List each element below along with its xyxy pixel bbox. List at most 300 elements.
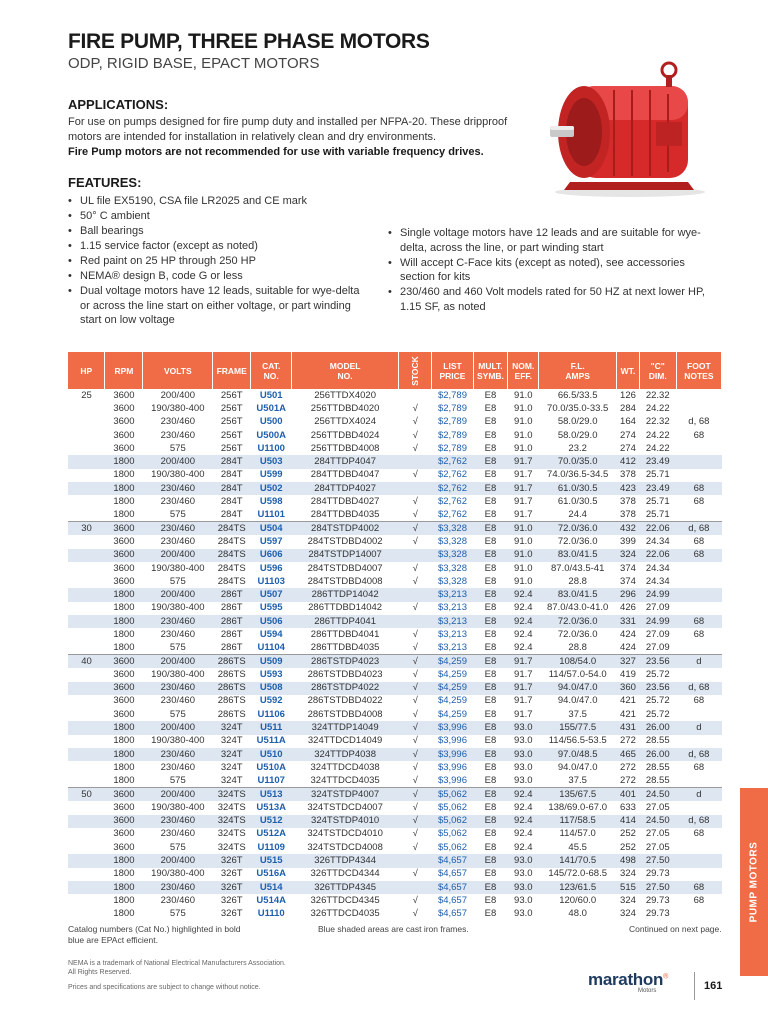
c-dim-cell: 23.49: [639, 482, 676, 495]
nom-eff-cell: 91.7: [514, 695, 533, 707]
c-dim-cell: 27.50: [639, 881, 676, 894]
stock-cell: [398, 482, 431, 495]
model-no-cell: 284TSTDP14007: [292, 549, 399, 562]
volts-cell: 230/460: [143, 815, 213, 828]
frame-cell: 324TS: [217, 828, 246, 840]
hp-cell: [68, 695, 105, 708]
col-volts: VOLTS: [143, 352, 213, 389]
model-no-cell: 256TTDX4020: [314, 389, 376, 401]
table-row: [68, 535, 722, 548]
rpm-cell: 1800: [113, 628, 135, 640]
wt-cell: 378: [620, 509, 636, 521]
nom-eff-cell: 91.7: [514, 668, 533, 680]
logo-subtext: Motors: [638, 988, 657, 994]
table-row: [68, 455, 722, 468]
nom-eff-cell: 93.0: [508, 854, 539, 867]
stock-cell: √: [412, 469, 418, 481]
nom-eff-cell: 93.0: [514, 775, 533, 786]
table-row: [68, 695, 722, 708]
c-dim-cell: 24.22: [645, 429, 670, 441]
nom-eff-cell: 91.0: [514, 442, 533, 454]
stock-cell: √: [412, 708, 418, 720]
c-dim-cell: 29.73: [645, 894, 670, 906]
list-price-cell: $4,259: [437, 708, 467, 720]
col-fl-amps: F.L. AMPS: [539, 352, 617, 389]
foot-notes-cell: 68: [693, 535, 705, 547]
volts-cell: 190/380-400: [151, 735, 205, 747]
stock-cell: √: [412, 442, 418, 454]
foot-notes-cell: [676, 801, 721, 814]
rpm-cell: 3600: [113, 668, 135, 680]
rpm-cell: 1800: [105, 854, 143, 867]
c-dim-cell: 24.22: [645, 402, 670, 414]
volts-cell: 200/400: [143, 854, 213, 867]
model-no-cell: 286TTDBD4041: [310, 628, 380, 640]
frame-cell: 324TS: [213, 788, 251, 801]
wt-cell: 284: [620, 402, 636, 414]
c-dim-cell: 26.00: [639, 721, 676, 734]
list-price-cell: $4,657: [432, 854, 473, 867]
table-row: [68, 854, 722, 867]
nom-eff-cell: 93.0: [514, 735, 533, 747]
wt-cell: 424: [620, 642, 636, 654]
c-dim-cell: 22.06: [639, 522, 676, 535]
c-dim-cell: 23.56: [639, 655, 676, 668]
stock-cell: √: [398, 655, 431, 668]
mult-symb-cell: E8: [473, 815, 508, 828]
legal-prices: Prices and specifications are subject to change without notice.: [68, 984, 261, 991]
cat-no-cell: U1103: [257, 575, 285, 587]
frame-cell: 256T: [220, 416, 243, 428]
nom-eff-cell: 92.4: [514, 602, 533, 614]
hp-cell: [68, 455, 105, 468]
cat-no-cell: U599: [259, 469, 283, 481]
list-price-cell: $3,328: [432, 522, 473, 535]
cat-no-cell: U506: [251, 615, 292, 628]
table-row: [68, 721, 722, 734]
nom-eff-cell: 91.7: [514, 469, 533, 481]
model-no-cell: 326TTDCD4035: [310, 908, 380, 920]
c-dim-cell: 24.22: [645, 442, 670, 454]
cat-no-cell: U516A: [256, 868, 286, 880]
c-dim-cell: 24.34: [645, 575, 670, 587]
rpm-cell: 3600: [113, 708, 135, 720]
foot-notes-cell: [676, 642, 721, 655]
list-price-cell: $5,062: [432, 788, 473, 801]
foot-notes-cell: 68: [676, 482, 721, 495]
stock-cell: √: [412, 402, 418, 414]
volts-cell: 230/460: [160, 695, 195, 707]
list-price-cell: $2,789: [437, 442, 467, 454]
frame-cell: 286T: [213, 588, 251, 601]
mult-symb-cell: E8: [484, 761, 497, 773]
mult-symb-cell: E8: [473, 788, 508, 801]
list-price-cell: $4,259: [432, 655, 473, 668]
stock-cell: √: [398, 788, 431, 801]
list-price-cell: $2,762: [437, 469, 467, 481]
col-wt: WT.: [617, 352, 640, 389]
model-no-cell: 324TTDCD4035: [310, 775, 380, 786]
list-price-cell: $3,996: [437, 735, 467, 747]
table-row: [68, 549, 722, 562]
model-no-cell: 286TSTDBD4022: [307, 695, 383, 707]
model-no-cell: 256TTDBD4024: [310, 429, 380, 441]
stock-cell: √: [412, 695, 418, 707]
c-dim-cell: 27.05: [645, 801, 670, 813]
nom-eff-cell: 93.0: [508, 721, 539, 734]
rpm-cell: 3600: [113, 575, 135, 587]
rpm-cell: 1800: [113, 642, 135, 654]
rpm-cell: 3600: [113, 801, 135, 813]
foot-notes-cell: 68: [676, 549, 721, 562]
cat-no-cell: U510A: [256, 761, 286, 773]
hp-cell: [68, 628, 105, 641]
rpm-cell: 1800: [105, 615, 143, 628]
col-rpm: RPM: [105, 352, 143, 389]
hp-cell: [68, 815, 105, 828]
frame-cell: 286TS: [217, 695, 246, 707]
foot-notes-cell: 68: [693, 761, 705, 773]
frame-cell: 284T: [213, 455, 251, 468]
fl-amps-cell: 83.0/41.5: [539, 549, 617, 562]
fl-amps-cell: 145/72.0-68.5: [548, 868, 607, 880]
wt-cell: 252: [620, 828, 636, 840]
cat-no-cell: U596: [259, 562, 283, 574]
frame-cell: 324TS: [213, 815, 251, 828]
mult-symb-cell: E8: [484, 509, 497, 521]
volts-cell: 200/400: [143, 455, 213, 468]
rpm-cell: 3600: [113, 535, 135, 547]
stock-cell: [398, 549, 431, 562]
frame-cell: 284TS: [217, 535, 246, 547]
stock-cell: √: [412, 775, 418, 786]
model-no-cell: 284TSTDBD4008: [307, 575, 383, 587]
volts-cell: 230/460: [160, 894, 195, 906]
list-price-cell: $4,657: [432, 881, 473, 894]
col-foot-notes: FOOT NOTES: [676, 352, 721, 389]
stock-cell: √: [412, 416, 418, 428]
volts-cell: 575: [169, 575, 186, 587]
nom-eff-cell: 91.0: [508, 549, 539, 562]
wt-cell: 431: [617, 721, 640, 734]
fl-amps-cell: 114/57.0: [559, 828, 596, 840]
nom-eff-cell: 91.7: [514, 509, 533, 521]
wt-cell: 272: [620, 735, 636, 747]
frame-cell: 284T: [220, 469, 243, 481]
stock-cell: √: [412, 429, 418, 441]
nom-eff-cell: 91.0: [508, 522, 539, 535]
stock-cell: √: [412, 735, 418, 747]
list-price-cell: $3,213: [432, 588, 473, 601]
wt-cell: 272: [620, 761, 636, 773]
rpm-cell: 1800: [105, 721, 143, 734]
wt-cell: 324: [620, 868, 636, 880]
col-c-dim: "C" DIM.: [639, 352, 676, 389]
footnote-shaded: Blue shaded areas are cast iron frames.: [318, 924, 469, 934]
rpm-cell: 3600: [105, 549, 143, 562]
volts-cell: 200/400: [143, 588, 213, 601]
table-row: [68, 908, 722, 921]
frame-cell: 256T: [220, 402, 243, 414]
nom-eff-cell: 92.4: [514, 628, 533, 640]
applications-description: For use on pumps designed for fire pump duty and installed per NFPA-20. These dripproof motors are intended for installation in relatively clean and dry environments.: [68, 116, 508, 143]
wt-cell: 374: [620, 562, 636, 574]
model-no-cell: 284TTDBD4027: [310, 496, 380, 508]
stock-cell: √: [412, 668, 418, 680]
hp-cell: 40: [68, 655, 105, 668]
model-no-cell: 256TTDX4024: [314, 416, 376, 428]
stock-cell: √: [412, 628, 418, 640]
model-no-cell: 286TTDP4041: [292, 615, 399, 628]
hp-cell: [68, 894, 105, 907]
table-row: [68, 495, 722, 508]
volts-cell: 230/460: [143, 881, 213, 894]
table-row: [68, 735, 722, 748]
fl-amps-cell: 28.8: [568, 575, 587, 587]
hp-cell: [68, 828, 105, 841]
nom-eff-cell: 92.4: [514, 828, 533, 840]
table-row: [68, 509, 722, 522]
c-dim-cell: 24.99: [639, 588, 676, 601]
list-price-cell: $4,657: [437, 868, 467, 880]
table-row: [68, 469, 722, 482]
cat-no-cell: U512A: [256, 828, 286, 840]
model-no-cell: 324TSTDP4010: [292, 815, 399, 828]
legal-rights: All Rights Reserved.: [68, 969, 132, 976]
wt-cell: 324: [620, 908, 636, 920]
foot-notes-cell: d, 68: [676, 682, 721, 695]
frame-cell: 284TS: [217, 575, 246, 587]
model-no-cell: 284TSTDBD4007: [307, 562, 383, 574]
c-dim-cell: 29.73: [645, 868, 670, 880]
cat-no-cell: U1104: [257, 642, 285, 654]
rpm-cell: 3600: [113, 402, 135, 414]
col-hp: HP: [68, 352, 105, 389]
mult-symb-cell: E8: [484, 775, 497, 786]
table-row: [68, 668, 722, 681]
hp-cell: 30: [68, 522, 105, 535]
col-nom-eff: NOM. EFF.: [508, 352, 539, 389]
cat-no-cell: U507: [251, 588, 292, 601]
volts-cell: 230/460: [143, 522, 213, 535]
c-dim-cell: 27.09: [645, 642, 670, 654]
table-row: [68, 708, 722, 721]
foot-notes-cell: 68: [693, 496, 705, 508]
frame-cell: 286T: [220, 628, 243, 640]
model-no-cell: 284TTDP4027: [292, 482, 399, 495]
model-no-cell: 324TTDP14049: [292, 721, 399, 734]
foot-notes-cell: d, 68: [688, 416, 710, 428]
applications-heading: APPLICATIONS:: [68, 97, 169, 112]
foot-notes-cell: d: [676, 721, 721, 734]
fl-amps-cell: 72.0/36.0: [539, 615, 617, 628]
c-dim-cell: 23.56: [639, 682, 676, 695]
col-list-price: LIST PRICE: [432, 352, 473, 389]
stock-cell: √: [412, 562, 418, 574]
wt-cell: 360: [617, 682, 640, 695]
fl-amps-cell: 70.0/35.0-33.5: [547, 402, 609, 414]
logo-brand: marathon: [588, 970, 664, 989]
nom-eff-cell: 91.0: [514, 402, 533, 414]
model-no-cell: 284TTDBD4035: [310, 509, 380, 521]
nom-eff-cell: 92.4: [508, 788, 539, 801]
volts-cell: 200/400: [143, 655, 213, 668]
frame-cell: 324T: [220, 761, 243, 773]
list-price-cell: $5,062: [437, 801, 467, 813]
frame-cell: 324T: [220, 735, 243, 747]
marathon-logo: [588, 970, 669, 994]
mult-symb-cell: E8: [484, 841, 497, 853]
frame-cell: 324T: [213, 721, 251, 734]
hp-cell: [68, 588, 105, 601]
hp-cell: [68, 416, 105, 429]
list-price-cell: $3,328: [432, 549, 473, 562]
table-row: [68, 628, 722, 641]
table-row: [68, 602, 722, 615]
list-price-cell: $3,213: [437, 642, 467, 654]
wt-cell: 272: [620, 775, 636, 786]
volts-cell: 190/380-400: [151, 668, 205, 680]
volts-cell: 230/460: [143, 615, 213, 628]
cat-no-cell: U511A: [256, 735, 286, 747]
model-no-cell: 256TTDBD4008: [310, 442, 380, 454]
frame-cell: 284TS: [217, 562, 246, 574]
foot-notes-cell: [676, 854, 721, 867]
volts-cell: 230/460: [143, 682, 213, 695]
hp-cell: [68, 495, 105, 508]
page-number-divider: [694, 972, 695, 1000]
stock-cell: √: [412, 894, 418, 906]
nom-eff-cell: 93.0: [514, 761, 533, 773]
cat-no-cell: U510: [251, 748, 292, 761]
volts-cell: 230/460: [160, 761, 195, 773]
table-row: [68, 775, 722, 788]
volts-cell: 230/460: [143, 482, 213, 495]
wt-cell: 515: [617, 881, 640, 894]
list-price-cell: $2,762: [432, 482, 473, 495]
foot-notes-cell: d, 68: [676, 748, 721, 761]
mult-symb-cell: E8: [473, 748, 508, 761]
table-row: [68, 815, 722, 828]
page-subtitle: ODP, RIGID BASE, EPACT MOTORS: [68, 55, 320, 72]
mult-symb-cell: E8: [473, 881, 508, 894]
rpm-cell: 3600: [105, 788, 143, 801]
hp-cell: [68, 535, 105, 548]
cat-no-cell: U597: [259, 535, 283, 547]
list-price-cell: $2,762: [437, 509, 467, 521]
volts-cell: 230/460: [160, 535, 195, 547]
hp-cell: [68, 469, 105, 482]
list-price-cell: $4,259: [437, 668, 467, 680]
rpm-cell: 3600: [113, 429, 135, 441]
fl-amps-cell: 72.0/36.0: [557, 535, 598, 547]
table-row: [68, 894, 722, 907]
hp-cell: [68, 402, 105, 415]
table-row: [68, 588, 722, 601]
volts-cell: 230/460: [160, 628, 195, 640]
volts-cell: 190/380-400: [151, 469, 205, 481]
nom-eff-cell: 93.0: [514, 894, 533, 906]
model-no-cell: 324TTDCD14049: [307, 735, 383, 747]
cat-no-cell: U592: [259, 695, 283, 707]
cat-no-cell: U513: [251, 788, 292, 801]
stock-cell: [398, 854, 431, 867]
table-row: [68, 389, 722, 402]
features-list-left: [68, 194, 368, 328]
foot-notes-cell: [676, 389, 721, 402]
model-no-cell: 286TTDP14042: [292, 588, 399, 601]
fl-amps-cell: 97.0/48.5: [539, 748, 617, 761]
c-dim-cell: 28.55: [645, 775, 670, 786]
fl-amps-cell: 61.0/30.5: [539, 482, 617, 495]
hp-cell: [68, 735, 105, 748]
feature-item: • Ball bearings: [68, 224, 368, 239]
rpm-cell: 1800: [105, 881, 143, 894]
table-row: [68, 429, 722, 442]
frame-cell: 286T: [220, 642, 243, 654]
table-row: [68, 655, 722, 668]
wt-cell: 412: [617, 455, 640, 468]
list-price-cell: $3,328: [437, 535, 467, 547]
rpm-cell: 1800: [113, 735, 135, 747]
mult-symb-cell: E8: [484, 801, 497, 813]
mult-symb-cell: E8: [484, 602, 497, 614]
foot-notes-cell: [676, 668, 721, 681]
rpm-cell: 3600: [113, 695, 135, 707]
fl-amps-cell: 141/70.5: [539, 854, 617, 867]
features-list-right: [388, 226, 718, 315]
hp-cell: [68, 482, 105, 495]
volts-cell: 230/460: [160, 496, 195, 508]
cat-no-cell: U504: [251, 522, 292, 535]
rpm-cell: 1800: [113, 868, 135, 880]
fl-amps-cell: 87.0/43.5-41: [551, 562, 605, 574]
cat-no-cell: U1107: [257, 775, 285, 786]
hp-cell: [68, 801, 105, 814]
model-no-cell: 324TTDP4038: [292, 748, 399, 761]
c-dim-cell: 25.71: [645, 496, 670, 508]
fl-amps-cell: 135/67.5: [539, 788, 617, 801]
rpm-cell: 1800: [113, 509, 135, 521]
fl-amps-cell: 58.0/29.0: [557, 429, 598, 441]
table-row: [68, 801, 722, 814]
wt-cell: 465: [617, 748, 640, 761]
mult-symb-cell: E8: [484, 868, 497, 880]
cat-no-cell: U1109: [257, 841, 285, 853]
cat-no-cell: U512: [251, 815, 292, 828]
table-row: [68, 575, 722, 588]
nom-eff-cell: 91.0: [514, 389, 533, 401]
mult-symb-cell: E8: [473, 455, 508, 468]
mult-symb-cell: E8: [484, 416, 497, 428]
mult-symb-cell: E8: [473, 682, 508, 695]
fl-amps-cell: 94.0/47.0: [557, 695, 598, 707]
fl-amps-cell: 24.4: [568, 509, 587, 521]
c-dim-cell: 24.50: [639, 815, 676, 828]
c-dim-cell: 25.72: [645, 708, 670, 720]
mult-symb-cell: E8: [484, 695, 497, 707]
table-row: [68, 402, 722, 415]
mult-symb-cell: E8: [484, 628, 497, 640]
fl-amps-cell: 120/60.0: [559, 894, 597, 906]
model-no-cell: 286TTDBD14042: [308, 602, 383, 614]
frame-cell: 284T: [213, 482, 251, 495]
nom-eff-cell: 93.0: [508, 881, 539, 894]
list-price-cell: $4,657: [437, 894, 467, 906]
rpm-cell: 3600: [105, 682, 143, 695]
frame-cell: 284TS: [213, 522, 251, 535]
hp-cell: [68, 881, 105, 894]
